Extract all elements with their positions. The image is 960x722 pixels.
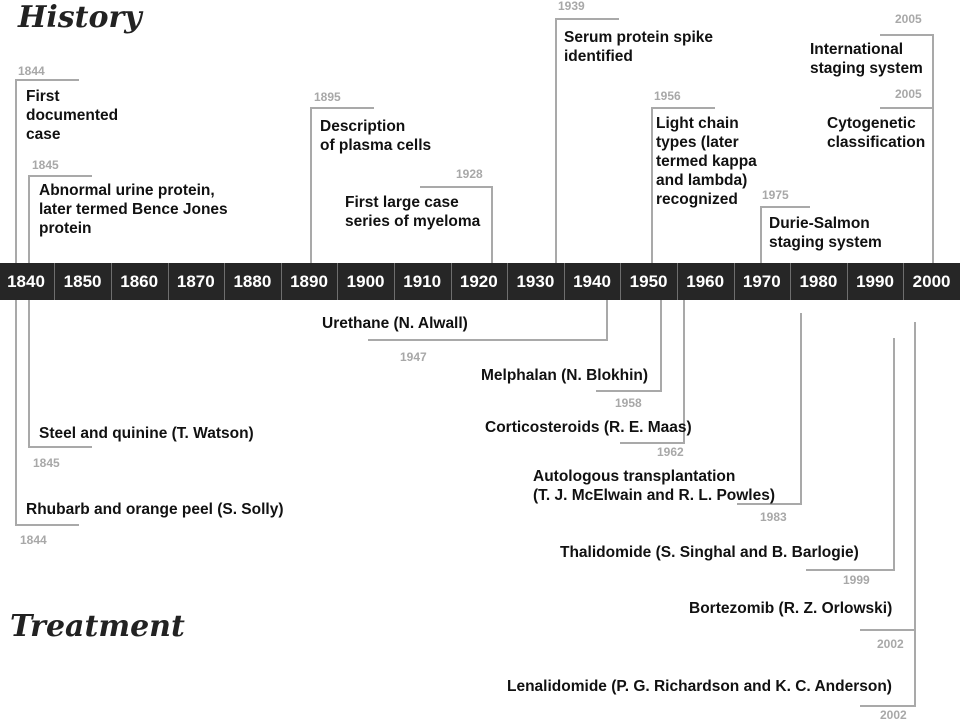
event-year: 1844 [20, 533, 47, 547]
decade-label: 1870 [176, 272, 215, 291]
connector-line [310, 107, 312, 263]
history-event: First documented case [26, 88, 119, 143]
decade-label: 1940 [573, 272, 611, 291]
connector-line [860, 629, 916, 631]
connector-line [914, 322, 916, 707]
event-year: 1895 [314, 90, 341, 104]
decade-divider [507, 263, 508, 300]
treatment-heading: Treatment [10, 609, 185, 644]
history-event: Abnormal urine protein, later termed Bence Jones protein [39, 182, 228, 237]
treatment-event: Melphalan (N. Blokhin) [481, 367, 649, 384]
decade-divider [394, 263, 395, 300]
connector-line [15, 79, 79, 81]
treatment-event: Bortezomib (R. Z. Orlowski) [689, 600, 893, 617]
event-year: 1958 [615, 396, 642, 410]
connector-line [28, 175, 30, 263]
decade-divider [847, 263, 848, 300]
history-event: Light chain types (later termed kappa and lambda) recognized [656, 115, 757, 208]
history-heading: History [18, 0, 142, 35]
connector-line [28, 175, 92, 177]
treatment-event: Thalidomide (S. Singhal and B. Barlogie) [560, 544, 859, 561]
connector-line [596, 390, 662, 392]
decade-divider [677, 263, 678, 300]
decade-divider [337, 263, 338, 300]
decade-divider [620, 263, 621, 300]
connector-line [651, 107, 653, 263]
decade-label: 1880 [233, 272, 272, 291]
connector-line [860, 705, 916, 707]
connector-line [651, 107, 715, 109]
connector-line [806, 569, 895, 571]
decade-divider [564, 263, 565, 300]
decade-label: 1950 [629, 272, 668, 291]
treatment-event: Autologous transplantation (T. J. McElwain and R. L. Powles) [533, 468, 776, 504]
event-year: 1844 [18, 64, 45, 78]
event-year: 1845 [32, 158, 59, 172]
decade-label: 1860 [120, 272, 159, 291]
connector-line [880, 34, 934, 36]
connector-line [368, 339, 608, 341]
decade-label: 1960 [686, 272, 725, 291]
treatment-event: Urethane (N. Alwall) [322, 315, 468, 332]
decade-axis [0, 263, 960, 300]
connector-line [491, 186, 493, 263]
connector-line [15, 300, 17, 526]
connector-line [310, 107, 374, 109]
event-year: 1845 [33, 456, 60, 470]
connector-line [932, 34, 934, 263]
connector-line [760, 206, 762, 263]
decade-divider [168, 263, 169, 300]
history-event: Durie-Salmon staging system [769, 215, 882, 251]
treatment-event: Lenalidomide (P. G. Richardson and K. C. Anderson) [507, 678, 892, 695]
decade-divider [281, 263, 282, 300]
history-event: First large case series of myeloma [345, 194, 481, 230]
connector-line [760, 206, 810, 208]
treatment-event: Corticosteroids (R. E. Maas) [485, 419, 692, 436]
decade-divider [903, 263, 904, 300]
decade-label: 1850 [63, 272, 102, 291]
history-event: International staging system [810, 41, 923, 77]
connector-line [893, 338, 895, 571]
event-year: 2002 [880, 708, 907, 722]
decade-divider [111, 263, 112, 300]
event-year: 1956 [654, 89, 681, 103]
decade-divider [451, 263, 452, 300]
event-year: 1975 [762, 188, 789, 202]
history-event: Cytogenetic classification [827, 115, 926, 151]
decade-label: 2000 [912, 272, 951, 291]
decade-label: 1840 [7, 272, 45, 291]
event-year: 1947 [400, 350, 427, 364]
decade-label: 1900 [346, 272, 385, 291]
connector-line [660, 300, 662, 392]
decade-label: 1910 [403, 272, 442, 291]
decade-divider [224, 263, 225, 300]
decade-divider [54, 263, 55, 300]
connector-line [15, 79, 17, 263]
event-year: 2005 [895, 12, 922, 26]
treatment-event: Steel and quinine (T. Watson) [39, 425, 254, 442]
decade-label: 1890 [290, 272, 328, 291]
decade-label: 1970 [742, 272, 781, 291]
decade-label: 1990 [856, 272, 894, 291]
connector-line [15, 524, 79, 526]
event-year: 1962 [657, 445, 684, 459]
connector-line [28, 446, 92, 448]
decade-label: 1920 [459, 272, 498, 291]
event-year: 1939 [558, 0, 585, 13]
treatment-event: Rhubarb and orange peel (S. Solly) [26, 501, 284, 518]
event-year: 1999 [843, 573, 870, 587]
connector-line [420, 186, 493, 188]
decade-label: 1980 [799, 272, 838, 291]
connector-line [606, 300, 608, 341]
history-event: Description of plasma cells [320, 118, 432, 154]
history-event: Serum protein spike identified [564, 29, 714, 65]
decade-label: 1930 [516, 272, 555, 291]
decade-divider [734, 263, 735, 300]
event-year: 2002 [877, 637, 904, 651]
event-year: 2005 [895, 87, 922, 101]
event-year: 1928 [456, 167, 483, 181]
connector-line [555, 18, 557, 263]
event-year: 1983 [760, 510, 787, 524]
connector-line [28, 300, 30, 448]
connector-line [620, 442, 685, 444]
connector-line [800, 313, 802, 505]
connector-line [555, 18, 619, 20]
connector-line [880, 107, 934, 109]
decade-divider [790, 263, 791, 300]
